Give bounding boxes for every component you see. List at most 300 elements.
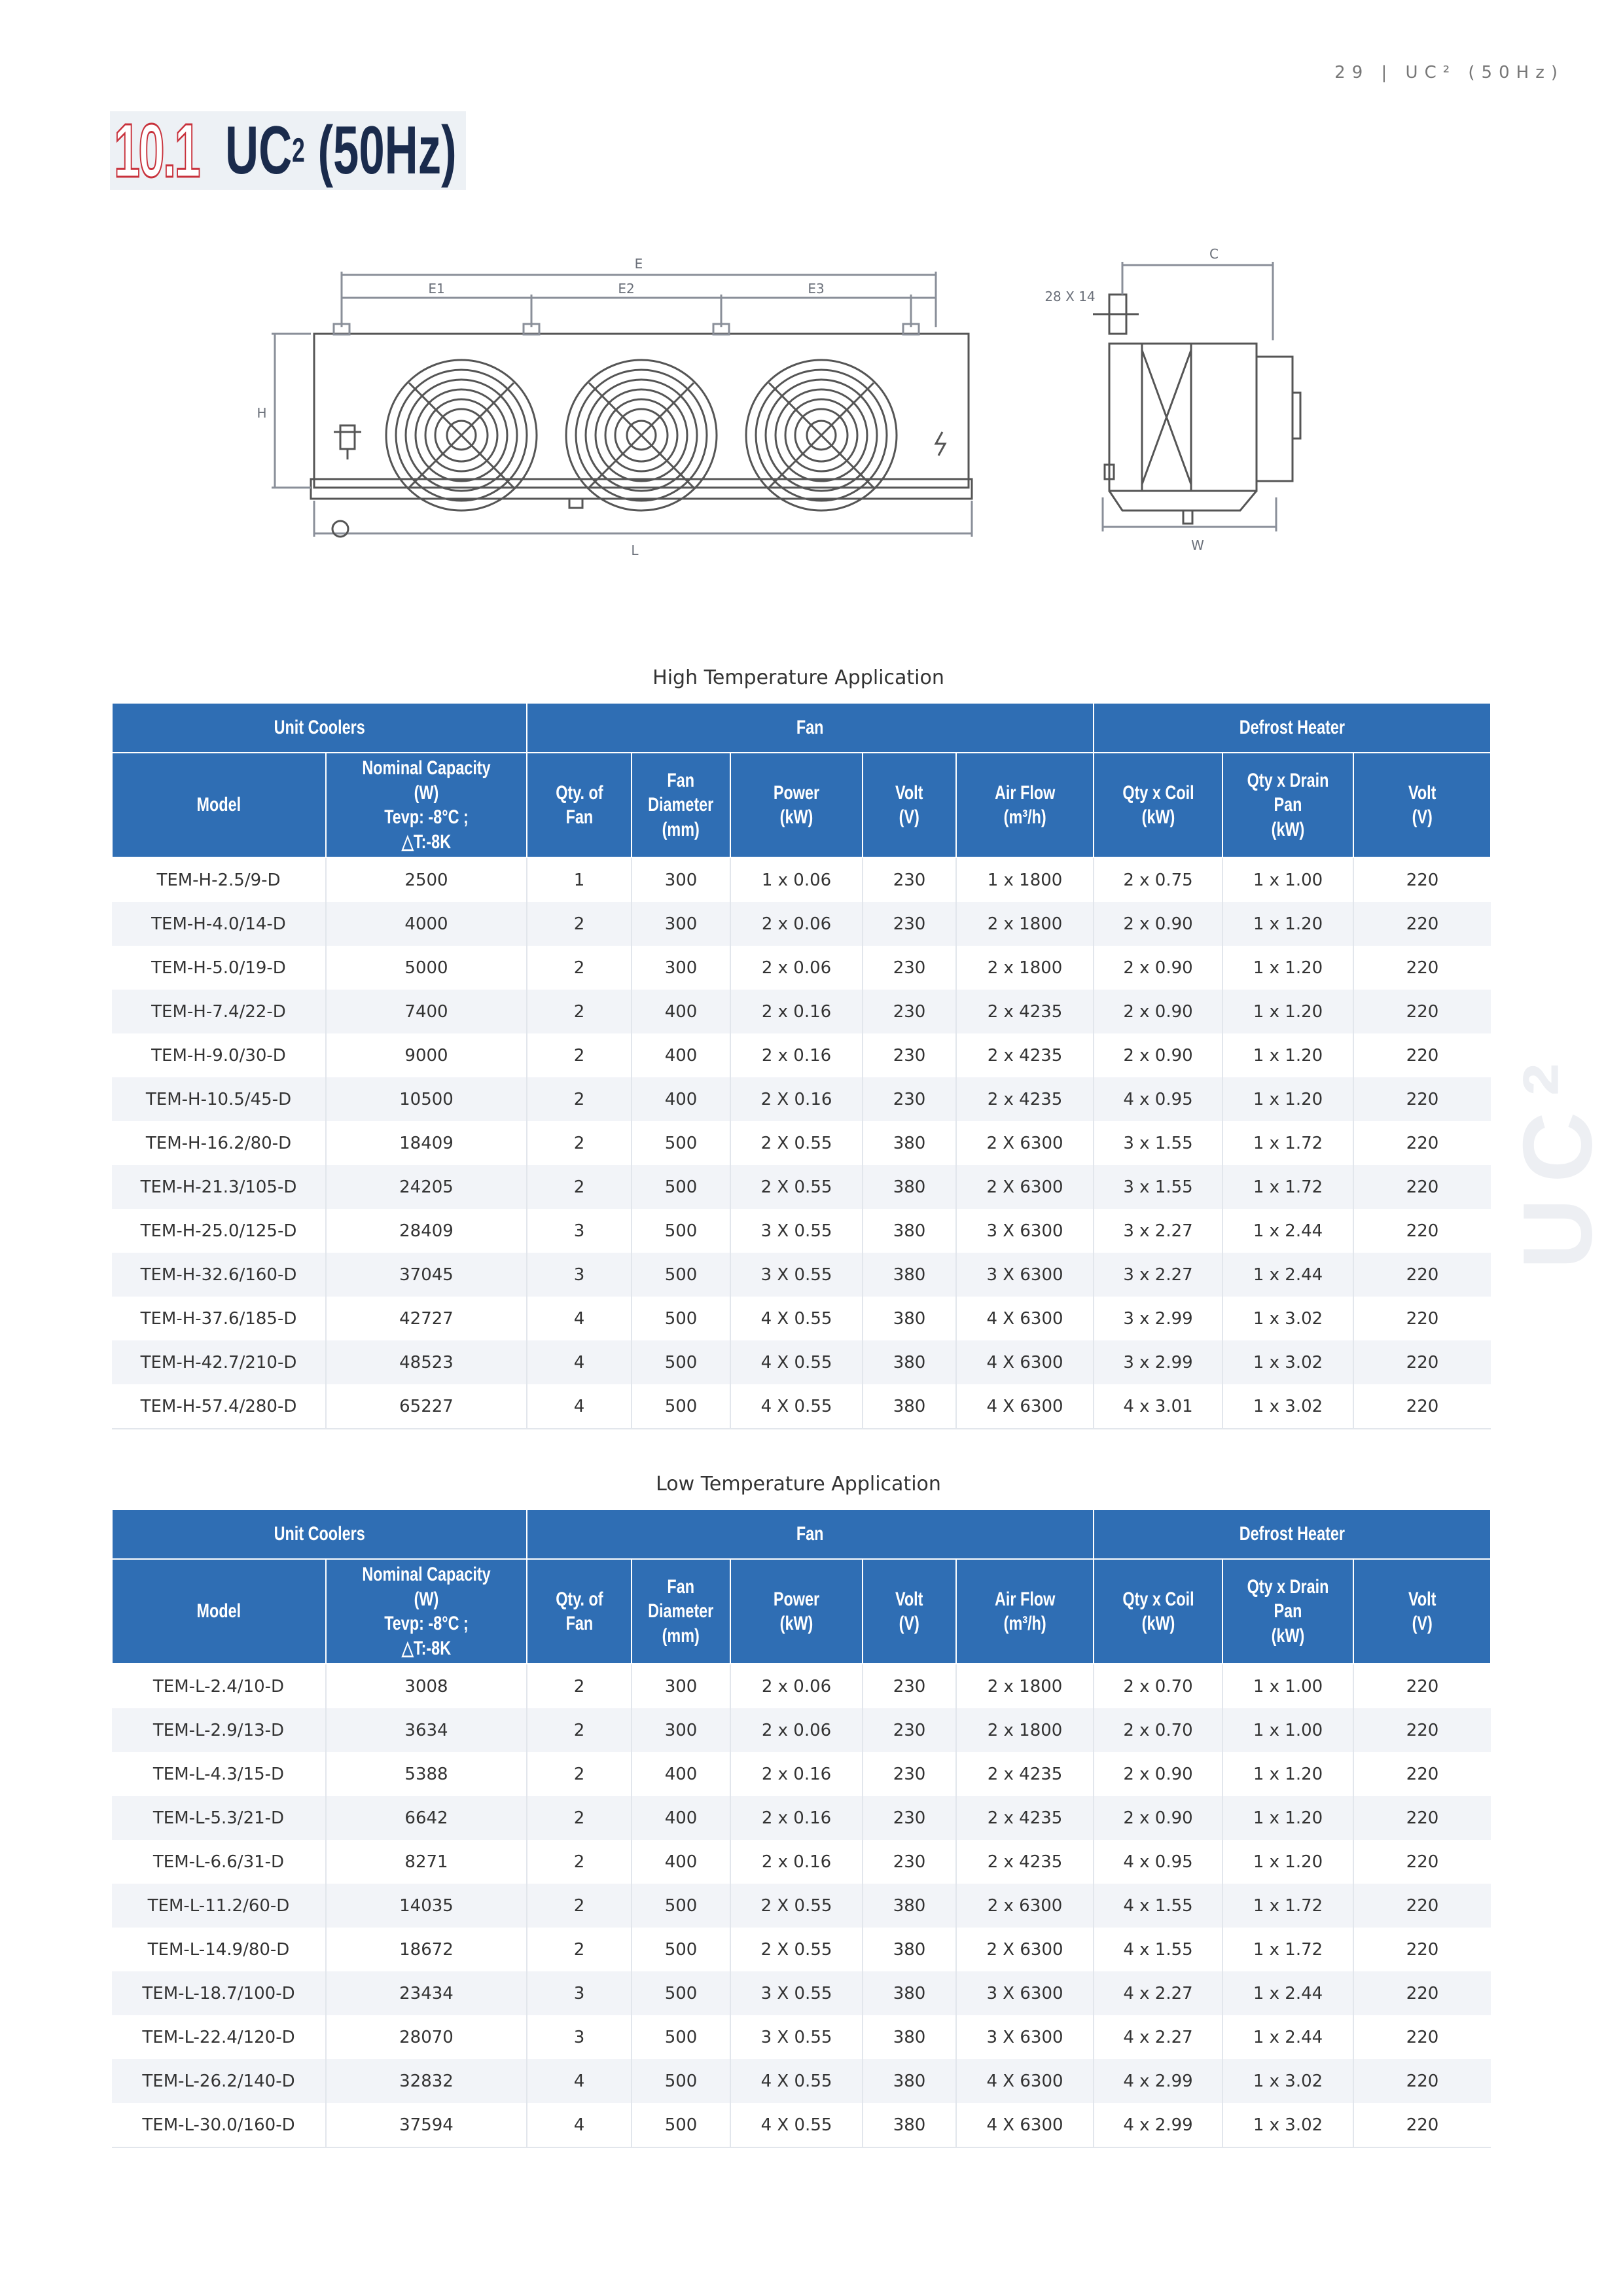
cell-qty-coil: 4 x 1.55 [1094, 1928, 1222, 1971]
cell-qty-drain-pan: 1 x 2.44 [1222, 1253, 1353, 1297]
cell-model: TEM-H-4.0/14-D [112, 902, 326, 946]
cell-volt: 230 [863, 946, 956, 990]
cell-power: 2 X 0.55 [730, 1928, 863, 1971]
col-header-capacity: Nominal Capacity (W) Tevp: -8°C ; △T:-8K [326, 753, 527, 857]
cell-qty-fan: 2 [527, 1752, 632, 1796]
cell-fan-diameter: 500 [632, 1928, 730, 1971]
cell-air-flow: 1 x 1800 [956, 857, 1094, 902]
cell-capacity: 65227 [326, 1384, 527, 1429]
electrical-icon [936, 432, 945, 456]
cell-qty-coil: 4 x 3.01 [1094, 1384, 1222, 1429]
cell-qty-coil: 4 x 0.95 [1094, 1840, 1222, 1884]
cell-fan-diameter: 300 [632, 1664, 730, 1708]
cell-qty-drain-pan: 1 x 3.02 [1222, 1384, 1353, 1429]
cell-fan-diameter: 500 [632, 2103, 730, 2147]
cell-capacity: 2500 [326, 857, 527, 902]
cell-qty-drain-pan: 1 x 1.20 [1222, 1840, 1353, 1884]
cell-power: 2 x 0.06 [730, 902, 863, 946]
cell-air-flow: 2 X 6300 [956, 1121, 1094, 1165]
title-tail: (50Hz) [304, 113, 457, 188]
cell-heater-volt: 220 [1353, 1340, 1491, 1384]
col-header-air-flow: Air Flow (m³/h) [956, 1559, 1094, 1664]
col-header-capacity: Nominal Capacity (W) Tevp: -8°C ; △T:-8K [326, 1559, 527, 1664]
dimension-e-label: E [634, 256, 643, 272]
cell-volt: 380 [863, 2103, 956, 2147]
cell-capacity: 14035 [326, 1884, 527, 1928]
table-row [112, 2059, 1491, 2103]
table-row [112, 1752, 1491, 1796]
cell-volt: 380 [863, 1928, 956, 1971]
cell-power: 2 x 0.06 [730, 1664, 863, 1708]
col-header-volt: Volt (V) [863, 1559, 956, 1664]
cell-air-flow: 4 X 6300 [956, 1384, 1094, 1429]
cell-qty-coil: 4 x 2.99 [1094, 2059, 1222, 2103]
cell-air-flow: 4 X 6300 [956, 1297, 1094, 1340]
cell-heater-volt: 220 [1353, 1384, 1491, 1429]
cell-heater-volt: 220 [1353, 1253, 1491, 1297]
cell-qty-coil: 2 x 0.90 [1094, 1796, 1222, 1840]
section-title-text [225, 111, 457, 202]
cell-qty-fan: 2 [527, 1033, 632, 1077]
col-header-model: Model [112, 753, 326, 857]
cell-volt: 380 [863, 1297, 956, 1340]
cell-qty-fan: 4 [527, 1340, 632, 1384]
cell-qty-drain-pan: 1 x 3.02 [1222, 2059, 1353, 2103]
cell-capacity: 5388 [326, 1752, 527, 1796]
side-watermark-text: UC² [1502, 1047, 1613, 1270]
cell-power: 3 X 0.55 [730, 1209, 863, 1253]
cell-model: TEM-L-18.7/100-D [112, 1971, 326, 2015]
cell-qty-fan: 2 [527, 1077, 632, 1121]
cell-air-flow: 2 x 4235 [956, 990, 1094, 1033]
cell-fan-diameter: 400 [632, 1077, 730, 1121]
cell-air-flow: 4 X 6300 [956, 1340, 1094, 1384]
cell-qty-coil: 4 x 1.55 [1094, 1884, 1222, 1928]
cell-power: 2 X 0.55 [730, 1121, 863, 1165]
cell-qty-drain-pan: 1 x 2.44 [1222, 2015, 1353, 2059]
table-row [112, 946, 1491, 990]
cell-qty-coil: 4 x 0.95 [1094, 1077, 1222, 1121]
cell-qty-fan: 1 [527, 857, 632, 902]
cell-heater-volt: 220 [1353, 1165, 1491, 1209]
cell-model: TEM-L-11.2/60-D [112, 1884, 326, 1928]
cell-qty-fan: 3 [527, 1209, 632, 1253]
col-header-model: Model [112, 1559, 326, 1664]
cell-qty-fan: 2 [527, 1840, 632, 1884]
cell-heater-volt: 220 [1353, 946, 1491, 990]
cell-model: TEM-L-5.3/21-D [112, 1796, 326, 1840]
side-view-frame [1109, 344, 1257, 491]
table-row [112, 1121, 1491, 1165]
cell-qty-coil: 2 x 0.90 [1094, 1033, 1222, 1077]
cell-heater-volt: 220 [1353, 1077, 1491, 1121]
col-header-fan-diameter: Fan Diameter (mm) [632, 1559, 730, 1664]
col-header-qty-drain-pan: Qty x Drain Pan (kW) [1222, 753, 1353, 857]
table-row [112, 1884, 1491, 1928]
cell-model: TEM-L-22.4/120-D [112, 2015, 326, 2059]
cell-air-flow: 2 x 1800 [956, 1708, 1094, 1752]
cell-air-flow: 2 x 1800 [956, 1664, 1094, 1708]
cell-volt: 230 [863, 1840, 956, 1884]
cell-capacity: 42727 [326, 1297, 527, 1340]
table-row [112, 1384, 1491, 1429]
title-superscript: 2 [292, 132, 305, 170]
dimension-e2-label: E2 [618, 281, 635, 296]
cell-qty-fan: 2 [527, 1121, 632, 1165]
cell-volt: 380 [863, 1971, 956, 2015]
cell-fan-diameter: 500 [632, 1253, 730, 1297]
cell-heater-volt: 220 [1353, 2015, 1491, 2059]
cell-volt: 230 [863, 902, 956, 946]
table-row [112, 2015, 1491, 2059]
col-header-volt: Volt (V) [863, 753, 956, 857]
cell-model: TEM-H-25.0/125-D [112, 1209, 326, 1253]
cell-air-flow: 2 x 4235 [956, 1752, 1094, 1796]
cell-qty-coil: 4 x 2.27 [1094, 2015, 1222, 2059]
table-row [112, 1971, 1491, 2015]
cell-volt: 230 [863, 1664, 956, 1708]
cell-qty-drain-pan: 1 x 3.02 [1222, 1340, 1353, 1384]
col-header-air-flow: Air Flow (m³/h) [956, 753, 1094, 857]
cell-qty-coil: 2 x 0.70 [1094, 1708, 1222, 1752]
cell-model: TEM-H-10.5/45-D [112, 1077, 326, 1121]
cell-power: 2 x 0.16 [730, 1796, 863, 1840]
cell-model: TEM-H-9.0/30-D [112, 1033, 326, 1077]
cell-qty-drain-pan: 1 x 1.72 [1222, 1121, 1353, 1165]
table-row [112, 990, 1491, 1033]
cell-volt: 230 [863, 1033, 956, 1077]
high-temp-caption: High Temperature Application [652, 666, 944, 689]
cell-fan-diameter: 400 [632, 1840, 730, 1884]
cell-qty-coil: 2 x 0.75 [1094, 857, 1222, 902]
group-header-unit-coolers: Unit Coolers [112, 1509, 527, 1559]
cell-air-flow: 3 X 6300 [956, 1253, 1094, 1297]
cell-model: TEM-H-21.3/105-D [112, 1165, 326, 1209]
dimension-w-label: W [1191, 537, 1204, 553]
section-number: 10.1 [114, 108, 200, 193]
cell-capacity: 5000 [326, 946, 527, 990]
cell-heater-volt: 220 [1353, 1297, 1491, 1340]
cell-power: 3 X 0.55 [730, 1971, 863, 2015]
cell-power: 2 x 0.06 [730, 946, 863, 990]
col-header-power: Power (kW) [730, 753, 863, 857]
cell-heater-volt: 220 [1353, 1840, 1491, 1884]
unit-cooler-drawing [236, 236, 1414, 635]
cell-qty-fan: 3 [527, 2015, 632, 2059]
cell-qty-coil: 3 x 2.99 [1094, 1297, 1222, 1340]
cell-volt: 380 [863, 1165, 956, 1209]
cell-qty-drain-pan: 1 x 1.00 [1222, 1664, 1353, 1708]
cell-qty-fan: 2 [527, 1165, 632, 1209]
cell-qty-fan: 4 [527, 2103, 632, 2147]
cell-capacity: 8271 [326, 1840, 527, 1884]
cell-qty-fan: 2 [527, 1928, 632, 1971]
cell-model: TEM-L-26.2/140-D [112, 2059, 326, 2103]
cell-fan-diameter: 300 [632, 946, 730, 990]
cell-capacity: 18409 [326, 1121, 527, 1165]
dimension-h-label: H [257, 405, 267, 421]
cell-model: TEM-L-14.9/80-D [112, 1928, 326, 1971]
cell-capacity: 10500 [326, 1077, 527, 1121]
cell-qty-drain-pan: 1 x 1.20 [1222, 1077, 1353, 1121]
section-title [110, 108, 466, 193]
cell-power: 4 X 0.55 [730, 2103, 863, 2147]
cell-air-flow: 2 x 1800 [956, 946, 1094, 990]
cell-qty-fan: 2 [527, 1664, 632, 1708]
cell-power: 3 X 0.55 [730, 2015, 863, 2059]
page-header: 29 | UC² (50Hz) [1334, 63, 1564, 82]
cell-qty-drain-pan: 1 x 1.20 [1222, 1752, 1353, 1796]
cell-power: 4 X 0.55 [730, 1297, 863, 1340]
group-header-fan: Fan [527, 703, 1094, 753]
cell-model: TEM-H-57.4/280-D [112, 1384, 326, 1429]
cell-capacity: 7400 [326, 990, 527, 1033]
cell-power: 4 X 0.55 [730, 1384, 863, 1429]
dimension-e3-label: E3 [808, 281, 825, 296]
cell-heater-volt: 220 [1353, 1971, 1491, 2015]
cell-qty-fan: 3 [527, 1253, 632, 1297]
cell-power: 2 X 0.16 [730, 1077, 863, 1121]
dimension-e1-label: E1 [428, 281, 445, 296]
cell-qty-drain-pan: 1 x 1.20 [1222, 902, 1353, 946]
cell-qty-drain-pan: 1 x 2.44 [1222, 1209, 1353, 1253]
cell-qty-fan: 2 [527, 946, 632, 990]
cell-capacity: 28409 [326, 1209, 527, 1253]
cell-power: 2 X 0.55 [730, 1884, 863, 1928]
dimension-l-label: L [631, 543, 639, 558]
col-header-qty-fan: Qty. of Fan [527, 1559, 632, 1664]
cell-qty-drain-pan: 1 x 1.00 [1222, 1708, 1353, 1752]
cell-capacity: 9000 [326, 1033, 527, 1077]
cell-volt: 380 [863, 2059, 956, 2103]
cell-model: TEM-H-2.5/9-D [112, 857, 326, 902]
cell-model: TEM-H-32.6/160-D [112, 1253, 326, 1297]
cell-fan-diameter: 500 [632, 1209, 730, 1253]
cell-qty-coil: 3 x 1.55 [1094, 1121, 1222, 1165]
cell-power: 2 x 0.16 [730, 1033, 863, 1077]
cell-volt: 230 [863, 1752, 956, 1796]
cell-power: 2 x 0.06 [730, 1708, 863, 1752]
cell-volt: 230 [863, 1796, 956, 1840]
cell-qty-coil: 2 x 0.90 [1094, 990, 1222, 1033]
cell-model: TEM-L-30.0/160-D [112, 2103, 326, 2147]
cell-capacity: 37045 [326, 1253, 527, 1297]
cell-heater-volt: 220 [1353, 1664, 1491, 1708]
cell-volt: 230 [863, 990, 956, 1033]
cell-air-flow: 2 x 4235 [956, 1796, 1094, 1840]
cell-qty-fan: 2 [527, 902, 632, 946]
cell-qty-drain-pan: 1 x 1.20 [1222, 990, 1353, 1033]
side-fan-guard [1257, 357, 1293, 481]
table-row [112, 902, 1491, 946]
cell-volt: 380 [863, 1884, 956, 1928]
cell-power: 1 x 0.06 [730, 857, 863, 902]
title-main: UC [225, 113, 293, 188]
cell-qty-drain-pan: 1 x 1.20 [1222, 946, 1353, 990]
cell-air-flow: 3 X 6300 [956, 2015, 1094, 2059]
table-row [112, 1033, 1491, 1077]
table-row [112, 2103, 1491, 2147]
cell-qty-drain-pan: 1 x 1.72 [1222, 1928, 1353, 1971]
cell-capacity: 3634 [326, 1708, 527, 1752]
group-header-defrost-heater: Defrost Heater [1094, 703, 1491, 753]
cell-heater-volt: 220 [1353, 2103, 1491, 2147]
col-header-power: Power (kW) [730, 1559, 863, 1664]
cell-capacity: 48523 [326, 1340, 527, 1384]
low-temp-caption: Low Temperature Application [656, 1473, 941, 1496]
cell-qty-drain-pan: 1 x 1.72 [1222, 1165, 1353, 1209]
cell-heater-volt: 220 [1353, 1121, 1491, 1165]
cell-fan-diameter: 500 [632, 1384, 730, 1429]
low-temp-table [111, 1509, 1491, 2148]
col-header-heater-volt: Volt (V) [1353, 753, 1491, 857]
cell-heater-volt: 220 [1353, 1708, 1491, 1752]
cell-qty-coil: 2 x 0.90 [1094, 902, 1222, 946]
cell-volt: 380 [863, 1340, 956, 1384]
cell-fan-diameter: 300 [632, 857, 730, 902]
cell-qty-coil: 3 x 2.99 [1094, 1340, 1222, 1384]
cell-power: 2 x 0.16 [730, 990, 863, 1033]
cell-model: TEM-L-6.6/31-D [112, 1840, 326, 1884]
cell-heater-volt: 220 [1353, 1884, 1491, 1928]
cell-qty-fan: 3 [527, 1971, 632, 2015]
cell-qty-coil: 4 x 2.27 [1094, 1971, 1222, 2015]
cell-fan-diameter: 400 [632, 1752, 730, 1796]
cell-qty-drain-pan: 1 x 2.44 [1222, 1971, 1353, 2015]
cell-model: TEM-H-16.2/80-D [112, 1121, 326, 1165]
cell-volt: 230 [863, 1708, 956, 1752]
table-row [112, 1077, 1491, 1121]
cell-model: TEM-H-42.7/210-D [112, 1340, 326, 1384]
cell-fan-diameter: 300 [632, 1708, 730, 1752]
cell-qty-fan: 2 [527, 990, 632, 1033]
cell-capacity: 6642 [326, 1796, 527, 1840]
cell-qty-coil: 2 x 0.70 [1094, 1664, 1222, 1708]
col-header-heater-volt: Volt (V) [1353, 1559, 1491, 1664]
cell-heater-volt: 220 [1353, 1928, 1491, 1971]
cell-volt: 380 [863, 1253, 956, 1297]
table-row [112, 1664, 1491, 1708]
cell-qty-drain-pan: 1 x 3.02 [1222, 2103, 1353, 2147]
cell-heater-volt: 220 [1353, 990, 1491, 1033]
cell-heater-volt: 220 [1353, 2059, 1491, 2103]
cell-capacity: 32832 [326, 2059, 527, 2103]
cell-air-flow: 2 X 6300 [956, 1165, 1094, 1209]
table-row [112, 1796, 1491, 1840]
cell-fan-diameter: 300 [632, 902, 730, 946]
cell-air-flow: 2 x 4235 [956, 1033, 1094, 1077]
cell-qty-coil: 4 x 2.99 [1094, 2103, 1222, 2147]
cell-qty-fan: 4 [527, 2059, 632, 2103]
cell-heater-volt: 220 [1353, 857, 1491, 902]
cell-fan-diameter: 400 [632, 1033, 730, 1077]
group-header-fan: Fan [527, 1509, 1094, 1559]
cell-fan-diameter: 400 [632, 990, 730, 1033]
cell-power: 3 X 0.55 [730, 1253, 863, 1297]
cell-capacity: 4000 [326, 902, 527, 946]
cell-qty-fan: 4 [527, 1384, 632, 1429]
cell-air-flow: 4 X 6300 [956, 2059, 1094, 2103]
cell-fan-diameter: 500 [632, 1340, 730, 1384]
table-row [112, 1840, 1491, 1884]
cell-qty-fan: 2 [527, 1708, 632, 1752]
bracket-size-label: 28 X 14 [1044, 289, 1096, 304]
dimension-c-label: C [1209, 246, 1219, 262]
group-header-unit-coolers: Unit Coolers [112, 703, 527, 753]
cell-power: 2 x 0.16 [730, 1840, 863, 1884]
cell-qty-coil: 2 x 0.90 [1094, 1752, 1222, 1796]
group-header-defrost-heater: Defrost Heater [1094, 1509, 1491, 1559]
cell-model: TEM-H-37.6/185-D [112, 1297, 326, 1340]
col-header-fan-diameter: Fan Diameter (mm) [632, 753, 730, 857]
cell-air-flow: 2 x 4235 [956, 1840, 1094, 1884]
col-header-qty-coil: Qty x Coil (kW) [1094, 1559, 1222, 1664]
cell-capacity: 24205 [326, 1165, 527, 1209]
cell-qty-coil: 3 x 2.27 [1094, 1253, 1222, 1297]
cell-qty-drain-pan: 1 x 1.20 [1222, 1796, 1353, 1840]
table-row [112, 1209, 1491, 1253]
cell-heater-volt: 220 [1353, 902, 1491, 946]
cell-air-flow: 3 X 6300 [956, 1209, 1094, 1253]
cell-fan-diameter: 500 [632, 1884, 730, 1928]
cell-air-flow: 4 X 6300 [956, 2103, 1094, 2147]
cell-fan-diameter: 500 [632, 1971, 730, 2015]
pipe-connection-icon [334, 425, 361, 459]
cell-heater-volt: 220 [1353, 1752, 1491, 1796]
cell-fan-diameter: 500 [632, 1297, 730, 1340]
cell-power: 2 X 0.55 [730, 1165, 863, 1209]
cell-air-flow: 2 X 6300 [956, 1928, 1094, 1971]
cell-fan-diameter: 500 [632, 2059, 730, 2103]
cell-qty-coil: 2 x 0.90 [1094, 946, 1222, 990]
cell-qty-fan: 2 [527, 1796, 632, 1840]
cell-fan-diameter: 400 [632, 1796, 730, 1840]
cell-qty-drain-pan: 1 x 3.02 [1222, 1297, 1353, 1340]
cell-qty-fan: 4 [527, 1297, 632, 1340]
table-row [112, 1297, 1491, 1340]
table-row [112, 1708, 1491, 1752]
table-row [112, 1928, 1491, 1971]
cell-capacity: 23434 [326, 1971, 527, 2015]
cell-air-flow: 2 x 1800 [956, 902, 1094, 946]
col-header-qty-fan: Qty. of Fan [527, 753, 632, 857]
cell-heater-volt: 220 [1353, 1209, 1491, 1253]
table-row [112, 1340, 1491, 1384]
cell-model: TEM-L-2.4/10-D [112, 1664, 326, 1708]
cell-air-flow: 2 x 6300 [956, 1884, 1094, 1928]
col-header-qty-coil: Qty x Coil (kW) [1094, 753, 1222, 857]
cell-qty-fan: 2 [527, 1884, 632, 1928]
cell-air-flow: 3 X 6300 [956, 1971, 1094, 2015]
col-header-qty-drain-pan: Qty x Drain Pan (kW) [1222, 1559, 1353, 1664]
cell-capacity: 37594 [326, 2103, 527, 2147]
cell-model: TEM-H-5.0/19-D [112, 946, 326, 990]
side-watermark [1502, 1021, 1613, 1296]
cell-volt: 230 [863, 857, 956, 902]
cell-fan-diameter: 500 [632, 1165, 730, 1209]
cell-qty-drain-pan: 1 x 1.72 [1222, 1884, 1353, 1928]
cell-volt: 230 [863, 1077, 956, 1121]
cell-volt: 380 [863, 1121, 956, 1165]
cell-model: TEM-L-4.3/15-D [112, 1752, 326, 1796]
cell-qty-coil: 3 x 2.27 [1094, 1209, 1222, 1253]
cell-qty-drain-pan: 1 x 1.20 [1222, 1033, 1353, 1077]
cell-heater-volt: 220 [1353, 1033, 1491, 1077]
cell-heater-volt: 220 [1353, 1796, 1491, 1840]
table-row [112, 1253, 1491, 1297]
cell-fan-diameter: 500 [632, 1121, 730, 1165]
cell-volt: 380 [863, 1209, 956, 1253]
